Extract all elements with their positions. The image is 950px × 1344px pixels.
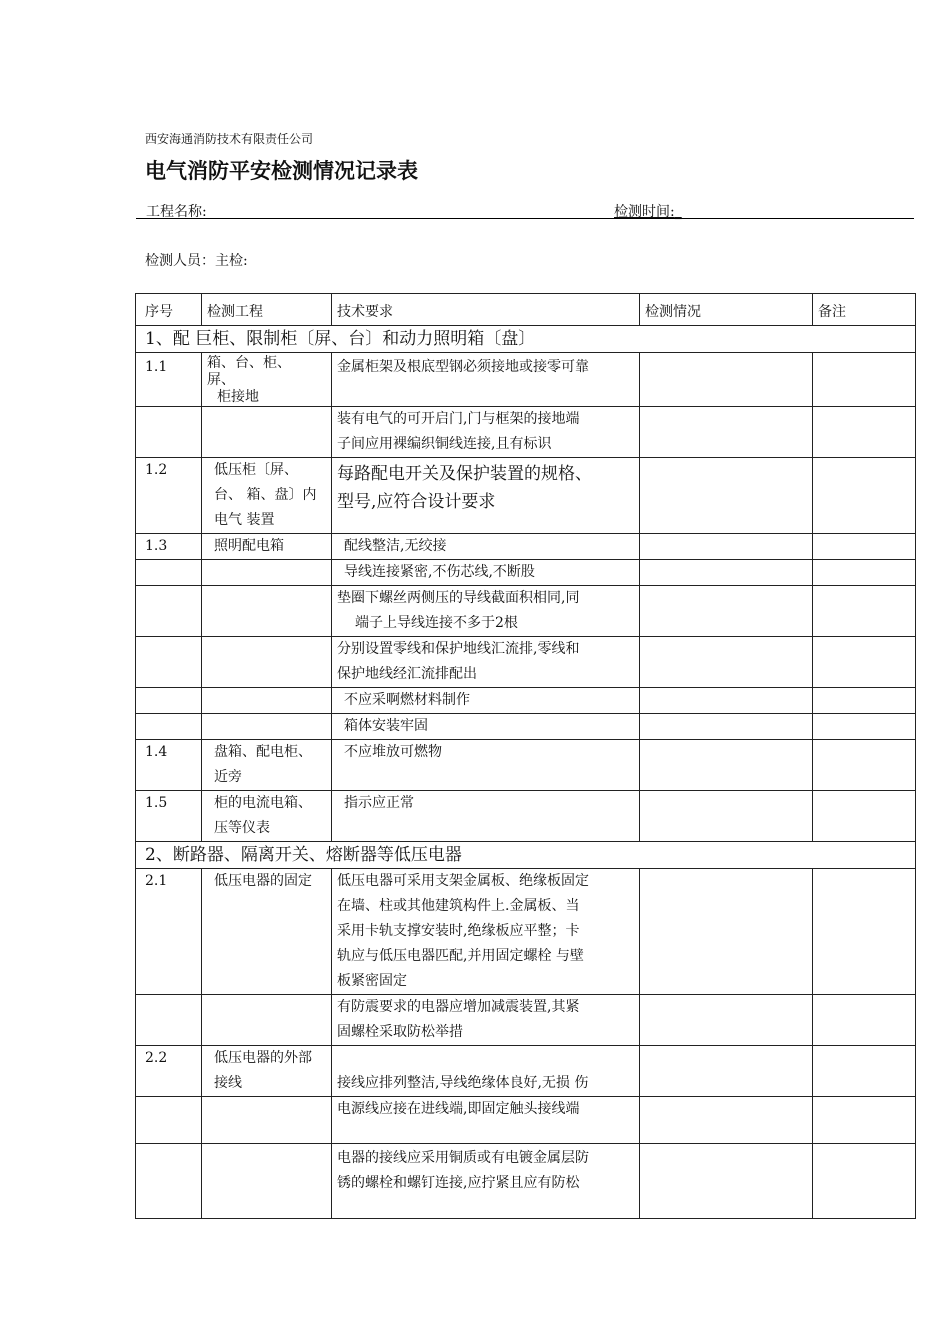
row-item: [202, 637, 332, 688]
row-remark[interactable]: [813, 995, 916, 1046]
row-result[interactable]: [640, 458, 813, 534]
inspection-time-label: [614, 201, 682, 221]
req-line: 采用卡轨支撑安装时,绝缘板应平整；卡: [337, 923, 580, 939]
row-no: 2.1: [136, 869, 202, 995]
project-info-line: [136, 201, 914, 219]
table-row: [136, 1097, 916, 1144]
company-name: 西安海通消防技术有限责任公司: [145, 132, 314, 146]
req-line: 锈的螺栓和螺钉连接,应拧紧且应有防松: [337, 1175, 580, 1191]
row-requirement: 接线应排列整洁,导线绝缘体良好,无损 伤: [332, 1046, 640, 1097]
row-item: [202, 560, 332, 586]
table-row: [136, 586, 916, 637]
row-requirement: [332, 1144, 640, 1219]
col-header-remark: 备注: [813, 294, 916, 326]
row-requirement: 指示应正常: [332, 791, 640, 842]
row-requirement: [332, 407, 640, 458]
row-result[interactable]: [640, 353, 813, 407]
inspection-time-blank: _: [674, 204, 682, 220]
row-result[interactable]: [640, 995, 813, 1046]
row-item: [202, 407, 332, 458]
row-item-line: 低压电器的外部: [214, 1050, 312, 1066]
req-line: 轨应与低压电器匹配,并用固定螺栓 与壁: [337, 948, 584, 964]
col-header-requirement: 技术要求: [332, 294, 640, 326]
row-item-line: 压等仪表: [214, 820, 270, 836]
row-no: [136, 688, 202, 714]
row-no: [136, 586, 202, 637]
row-item-line: 屏、: [207, 372, 235, 388]
col-header-result: 检测情况: [640, 294, 813, 326]
row-item: [202, 1097, 332, 1144]
req-line: 有防震要求的电器应增加减震装置,其紧: [337, 999, 580, 1015]
row-no: [136, 995, 202, 1046]
row-requirement: [332, 869, 640, 995]
row-remark[interactable]: [813, 740, 916, 791]
row-result[interactable]: [640, 586, 813, 637]
req-line: 板紧密固定: [337, 973, 407, 989]
req-line: 电器的接线应采用铜质或有电镀金属层防: [337, 1150, 589, 1166]
table-row: [136, 1144, 916, 1219]
table-row: [136, 534, 916, 560]
row-result[interactable]: [640, 869, 813, 995]
row-remark[interactable]: [813, 869, 916, 995]
table-header-row: [136, 294, 916, 326]
row-requirement: 配线整洁,无绞接: [332, 534, 640, 560]
row-result[interactable]: [640, 637, 813, 688]
row-no: [136, 560, 202, 586]
table-row: [136, 995, 916, 1046]
table-row: [136, 714, 916, 740]
row-no: [136, 714, 202, 740]
page-title: 电气消防平安检测情况记录表: [145, 159, 418, 183]
row-no: [136, 1097, 202, 1144]
row-item: [202, 995, 332, 1046]
row-requirement: 电源线应接在进线端,即固定触头接线端: [332, 1097, 640, 1144]
row-no: 1.1: [136, 353, 202, 407]
row-requirement: 导线连接紧密,不伤芯线,不断股: [332, 560, 640, 586]
row-no: [136, 1144, 202, 1219]
row-no: [136, 637, 202, 688]
row-remark[interactable]: [813, 714, 916, 740]
section-heading-1: 1、配 巨柜、限制柜〔屏、台〕和动力照明箱〔盘〕: [136, 326, 916, 353]
row-result[interactable]: [640, 688, 813, 714]
row-result[interactable]: [640, 1144, 813, 1219]
row-item-line: 柜的电流电箱、: [214, 795, 312, 811]
row-remark[interactable]: [813, 1046, 916, 1097]
row-remark[interactable]: [813, 637, 916, 688]
req-line: 在墙、柱或其他建筑构件上.金属板、当: [337, 898, 580, 914]
req-line: 每路配电开关及保护装置的规格、: [337, 464, 592, 484]
row-item: [202, 458, 332, 534]
row-item-line: 台、 箱、盘〕内: [214, 487, 317, 503]
table-row: [136, 791, 916, 842]
row-remark[interactable]: [813, 1097, 916, 1144]
row-item-line: 箱、台、柜、: [207, 355, 291, 371]
table-row: [136, 869, 916, 995]
row-item: 照明配电箱: [202, 534, 332, 560]
row-item: [202, 714, 332, 740]
row-remark[interactable]: [813, 688, 916, 714]
req-line: 分别设置零线和保护地线汇流排,零线和: [337, 641, 580, 657]
row-remark[interactable]: [813, 353, 916, 407]
req-line: 子间应用裸编织铜线连接,且有标识: [337, 436, 552, 452]
table-row: [136, 560, 916, 586]
table-row: [136, 688, 916, 714]
row-result[interactable]: [640, 740, 813, 791]
inspection-table: [135, 293, 916, 1219]
inspectors-label: 检测人员：主检:: [145, 253, 248, 269]
row-item: [202, 1144, 332, 1219]
row-no: 1.3: [136, 534, 202, 560]
row-requirement: 不应堆放可燃物: [332, 740, 640, 791]
row-item-line: 低压柜〔屏、: [214, 462, 298, 478]
inspection-time-text: 检测时间:: [614, 204, 675, 220]
row-item: [202, 688, 332, 714]
table-row: [136, 1046, 916, 1097]
row-result[interactable]: [640, 1046, 813, 1097]
row-item-line: 盘箱、配电柜、: [214, 744, 312, 760]
row-requirement: [332, 458, 640, 534]
row-requirement: 金属柜架及根底型钢必须接地或接零可靠: [332, 353, 640, 407]
row-item: [202, 791, 332, 842]
row-remark[interactable]: [813, 1144, 916, 1219]
row-requirement: [332, 995, 640, 1046]
table-row: [136, 353, 916, 407]
row-requirement: [332, 586, 640, 637]
table-row: [136, 637, 916, 688]
req-line: 端子上导线连接不多于2根: [355, 615, 518, 631]
col-header-no: 序号: [136, 294, 202, 326]
row-result[interactable]: [640, 560, 813, 586]
row-item: [202, 586, 332, 637]
row-requirement: 箱体安装牢固: [332, 714, 640, 740]
section-heading-2: 2、断路器、隔离开关、熔断器等低压电器: [136, 842, 916, 869]
row-item-line: 电气 装置: [214, 512, 275, 528]
row-no: 1.4: [136, 740, 202, 791]
row-requirement: [332, 637, 640, 688]
col-header-item: 检测工程: [202, 294, 332, 326]
section-row: [136, 326, 916, 353]
row-remark[interactable]: [813, 534, 916, 560]
row-no: 1.5: [136, 791, 202, 842]
row-remark[interactable]: [813, 560, 916, 586]
row-remark[interactable]: [813, 791, 916, 842]
row-item-line: 接线: [214, 1075, 242, 1091]
row-result[interactable]: [640, 791, 813, 842]
req-line: 低压电器可采用支架金属板、绝缘板固定: [337, 873, 589, 889]
table-row: [136, 458, 916, 534]
req-line: 型号,应符合设计要求: [337, 492, 496, 512]
row-remark[interactable]: [813, 586, 916, 637]
section-row: [136, 842, 916, 869]
row-remark[interactable]: [813, 458, 916, 534]
req-line: 保护地线经汇流排配出: [337, 666, 477, 682]
row-item-line: 近旁: [214, 769, 242, 785]
row-requirement: 不应采啊燃材料制作: [332, 688, 640, 714]
row-remark[interactable]: [813, 407, 916, 458]
req-line: 装有电气的可开启门,门与框架的接地端: [337, 411, 580, 427]
row-item: 低压电器的固定: [202, 869, 332, 995]
row-result[interactable]: [640, 1097, 813, 1144]
req-line: 固螺栓采取防松举措: [337, 1024, 463, 1040]
row-result[interactable]: [640, 534, 813, 560]
row-item-line: 柜接地: [217, 389, 259, 405]
row-result[interactable]: [640, 714, 813, 740]
row-result[interactable]: [640, 407, 813, 458]
row-no: [136, 407, 202, 458]
table-row: [136, 740, 916, 791]
req-line: 垫圈下螺丝两侧压的导线截面积相同,同: [337, 590, 580, 606]
row-item: [202, 740, 332, 791]
row-item: [202, 1046, 332, 1097]
row-item: [202, 353, 332, 407]
row-no: 1.2: [136, 458, 202, 534]
project-name-label: 工程名称:: [146, 204, 207, 220]
table-row: [136, 407, 916, 458]
row-no: 2.2: [136, 1046, 202, 1097]
